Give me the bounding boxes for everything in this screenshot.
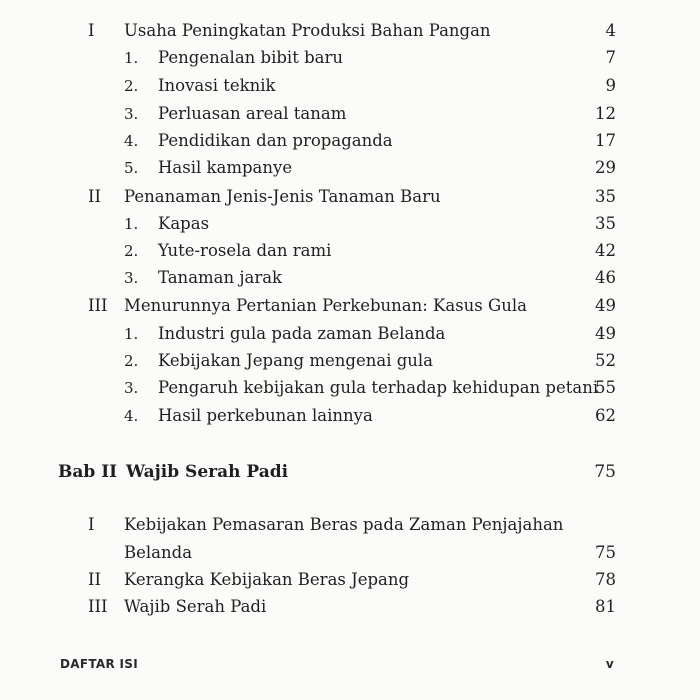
item-number: 4. <box>124 132 139 150</box>
section-number: I <box>88 21 95 40</box>
section-title-continued: Belanda <box>124 543 193 562</box>
item-title: Tanaman jarak <box>158 268 283 287</box>
toc-item <box>0 238 700 264</box>
section-title: Usaha Peningkatan Produksi Bahan Pangan <box>124 21 491 40</box>
item-number: 2. <box>124 242 139 260</box>
item-number: 2. <box>124 352 139 370</box>
item-number: 3. <box>124 269 139 287</box>
page-number: 7 <box>605 48 616 67</box>
toc-item <box>0 403 700 429</box>
section-number: III <box>88 296 108 315</box>
item-number: 1. <box>124 325 139 343</box>
item-number: 3. <box>124 379 139 397</box>
toc-section <box>0 18 700 44</box>
page-number: 35 <box>595 187 616 206</box>
item-title: Yute-rosela dan rami <box>158 241 332 260</box>
item-title: Hasil kampanye <box>158 158 293 177</box>
item-number: 1. <box>124 49 139 67</box>
toc-item <box>0 211 700 237</box>
page-number: 29 <box>595 158 616 177</box>
page-number: 4 <box>605 21 616 40</box>
item-number: 2. <box>124 77 139 95</box>
item-number: 5. <box>124 159 139 177</box>
section-title: Penanaman Jenis-Jenis Tanaman Baru <box>124 187 441 206</box>
toc-item <box>0 45 700 71</box>
item-number: 1. <box>124 215 139 233</box>
section-number: I <box>88 515 95 534</box>
page-number: 75 <box>595 543 616 562</box>
toc-item <box>0 73 700 99</box>
section-title: Menurunnya Pertanian Perkebunan: Kasus Gula <box>124 296 527 315</box>
section-number: II <box>88 187 102 206</box>
toc-section <box>0 567 700 593</box>
section-number: III <box>88 597 108 616</box>
page-number: 46 <box>595 268 616 287</box>
page-footer <box>0 657 700 677</box>
item-title: Perluasan areal tanam <box>158 104 347 123</box>
item-title: Kapas <box>158 214 210 233</box>
page-number: 35 <box>595 214 616 233</box>
page-number: 52 <box>595 351 616 370</box>
chapter-title: Wajib Serah Padi <box>126 462 289 482</box>
page-number: 42 <box>595 241 616 260</box>
item-title: Hasil perkebunan lainnya <box>158 406 373 425</box>
section-title: Wajib Serah Padi <box>124 597 267 616</box>
page-number: 9 <box>605 76 616 95</box>
toc-section <box>0 293 700 319</box>
item-title: Pengaruh kebijakan gula terhadap kehidupan petani <box>158 378 599 397</box>
item-number: 3. <box>124 105 139 123</box>
page-number: 81 <box>595 597 616 616</box>
toc-chapter <box>0 459 700 485</box>
folio: v <box>605 657 614 671</box>
page-number: 62 <box>595 406 616 425</box>
page-number: 17 <box>595 131 616 150</box>
toc-section <box>0 594 700 620</box>
item-title: Pendidikan dan propaganda <box>158 131 393 150</box>
toc-item <box>0 348 700 374</box>
page-number: 49 <box>595 324 616 343</box>
page-number: 75 <box>594 462 616 482</box>
page-number: 12 <box>595 104 616 123</box>
toc-item <box>0 128 700 154</box>
item-title: Industri gula pada zaman Belanda <box>158 324 446 343</box>
toc-section <box>0 184 700 210</box>
page-number: 78 <box>595 570 616 589</box>
toc-item <box>0 321 700 347</box>
toc-item <box>0 265 700 291</box>
toc-item <box>0 101 700 127</box>
toc-section <box>0 512 700 538</box>
chapter-number: Bab II <box>58 462 118 482</box>
page-number: 49 <box>595 296 616 315</box>
section-number: II <box>88 570 102 589</box>
item-title: Kebijakan Jepang mengenai gula <box>158 351 434 370</box>
page-number: 55 <box>595 378 616 397</box>
toc-item <box>0 155 700 181</box>
running-head: DAFTAR ISI <box>60 657 138 671</box>
item-number: 4. <box>124 407 139 425</box>
section-title: Kebijakan Pemasaran Beras pada Zaman Penjajahan <box>124 515 564 534</box>
item-title: Inovasi teknik <box>158 76 276 95</box>
toc-section-continued <box>0 540 700 566</box>
toc-item <box>0 375 700 401</box>
item-title: Pengenalan bibit baru <box>158 48 343 67</box>
section-title: Kerangka Kebijakan Beras Jepang <box>124 570 410 589</box>
